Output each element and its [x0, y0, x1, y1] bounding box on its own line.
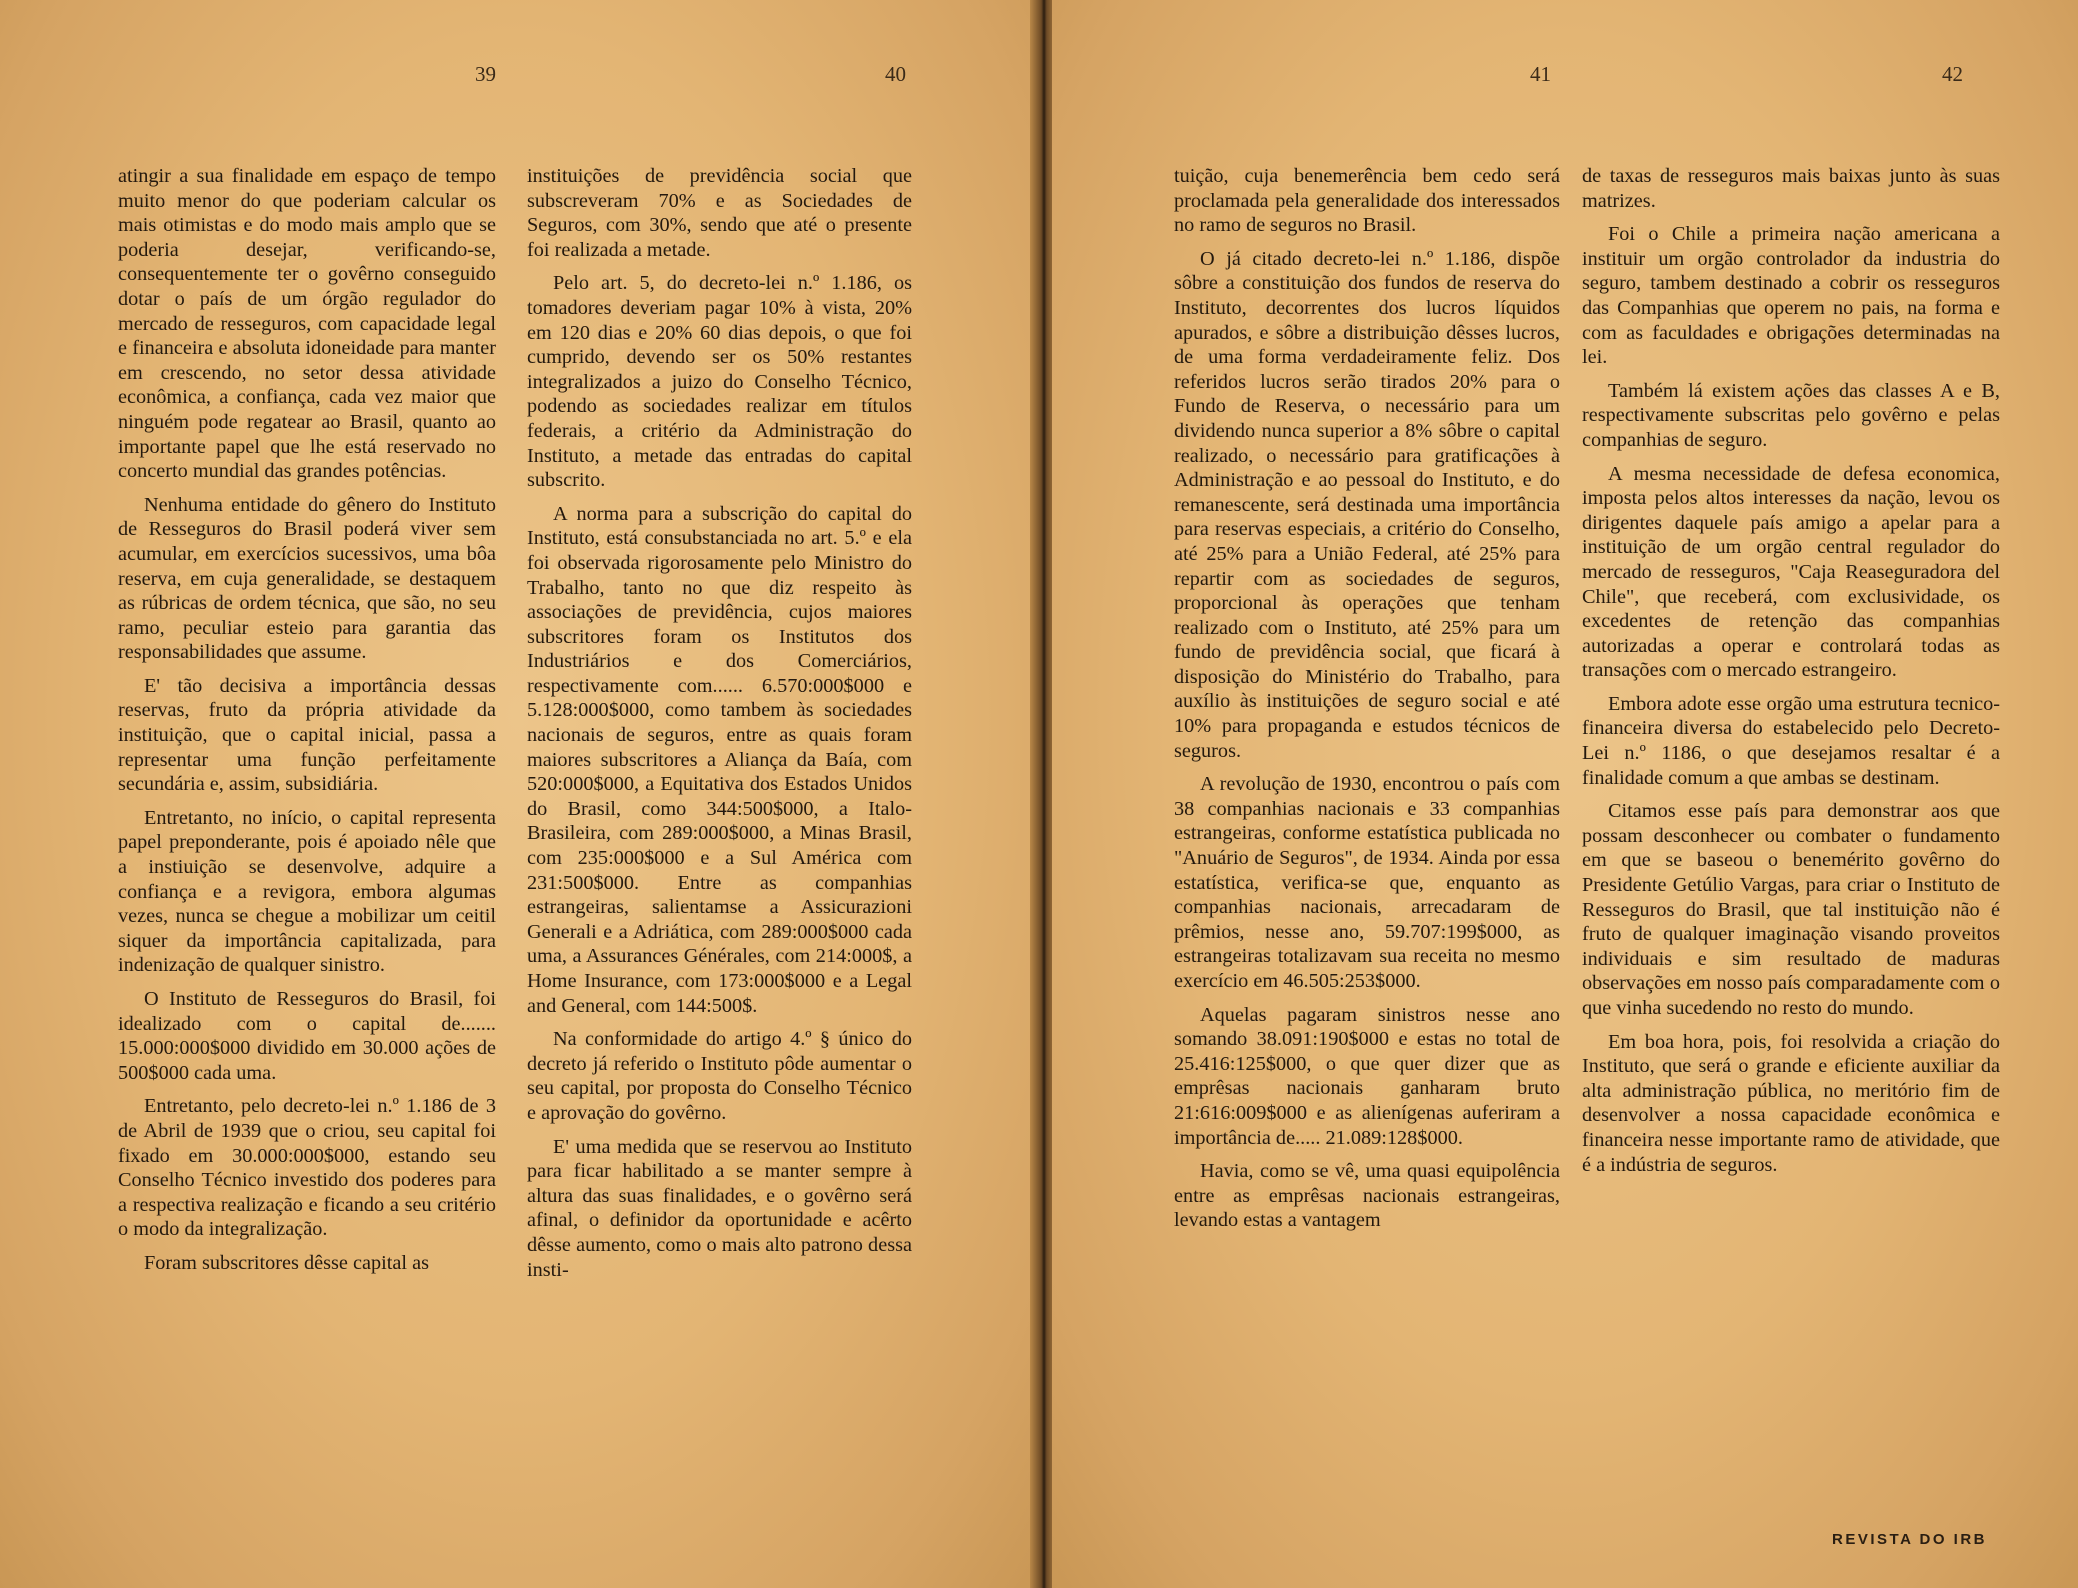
paragraph: Na conformidade do artigo 4.º § único do decreto já referido o Instituto pôde aumentar o seu capital, por proposta do Conselho Técnico e aprovação do govêrno. [527, 1028, 912, 1124]
paragraph: atingir a sua finalidade em espaço de tempo muito menor do que poderiam calcular os mais otimistas e do modo mais amplo que se poderia desejar, verificando-se, consequentemente ter o govêrno conseguido dotar o país de um órgão regulador do mercado de resseguros, com capacidade legal e financeira e absoluta idoneidade para manter em crescendo, no setor dessa atividade econômica, a confiança, cada vez maior que ninguém pode regatear ao Brasil, quanto ao importante papel que lhe está reservado no concerto mundial das grandes potências. [118, 165, 496, 483]
left-page [0, 0, 1036, 1588]
right-page [1052, 0, 2078, 1588]
paragraph: A norma para a subscrição do capital do Instituto, está consubstanciada no art. 5.º e ela foi observada rigorosamente pelo Ministro do Trabalho, tanto no que diz respeito às associações de previdência, cujos maiores subscritores foram os Institutos dos Industriários e dos Comerciários, respectivamente com...... 6.570:000$000 e 5.128:000$000, como tambem às sociedades nacionais de seguros, entre as quais foram maiores subscritores a Aliança da Baía, com 520:000$000, a Equitativa dos Estados Unidos do Brasil, como 344:500$000, a Italo-Brasileira, com 289:000$000, a Minas Brasil, com 235:000$000 e a Sul América com 231:500$000. Entre as companhias estrangeiras, salientamse a Assicurazioni Generali e a Adriática, com 289:000$000 cada uma, a Assurances Générales, com 214:000$, a Home Insurance, com 173:000$000 e a Legal and General, com 144:500$. [527, 502, 912, 1017]
paragraph: Nenhuma entidade do gênero do Instituto de Resseguros do Brasil poderá viver sem acumular, em exercícios sucessivos, uma bôa reserva, em cuja generalidade, se destaquem as rúbricas de ordem técnica, que são, no seu ramo, peculiar esteio para garantia das responsabilidades que assume. [118, 493, 496, 664]
paragraph: Embora adote esse orgão uma estrutura tecnico-financeira diversa do estabelecido pelo Decreto-Lei n.º 1186, o que desejamos resaltar é a finalidade comum a que ambas se destinam. [1582, 692, 2000, 789]
paragraph: de taxas de resseguros mais baixas junto às suas matrizes. [1582, 165, 2000, 212]
journal-footer: REVISTA DO IRB [1832, 1531, 1988, 1548]
page-number-42: 42 [1942, 62, 1963, 86]
paragraph: Havia, como se vê, uma quasi equipolência entre as emprêsas nacionais estrangeiras, levando estas a vantagem [1174, 1160, 1560, 1232]
paragraph: Em boa hora, pois, foi resolvida a criação do Instituto, que será o grande e eficiente auxiliar da alta administração pública, no meritório fim de desenvolver a nossa capacidade econômica e financeira nesse importante ramo de atividade, que é a indústria de seguros. [1582, 1030, 2000, 1176]
paragraph: Foram subscritores dêsse capital as [144, 1251, 429, 1274]
paragraph: A mesma necessidade de defesa economica, imposta pelos altos interesses da nação, levou os dirigentes daquele país amigo a apelar para a instituição de um orgão central regulador do mercado de resseguros, "Caja Reaseguradora del Chile", que receberá, com exclusividade, os excedentes de retenção das companhias autorizadas a operar e controlará todas as transações com o mercado estrangeiro. [1582, 462, 2000, 682]
paragraph: Pelo art. 5, do decreto-lei n.º 1.186, os tomadores deveriam pagar 10% à vista, 20% em 120 dias e 20% 60 dias depois, o que foi cumprido, devendo ser os 50% restantes integralizados a juizo do Conselho Técnico, podendo as sociedades realizar em títulos federais, a critério da Administração do Instituto, a metade das entradas do capital subscrito. [527, 272, 912, 492]
paragraph: E' uma medida que se reservou ao Instituto para ficar habilitado a se manter sempre à altura das suas finalidades, e o govêrno será afinal, o definidor da oportunidade e acêrto dêsse aumento, como o mais alto patrono dessa insti- [527, 1135, 912, 1281]
paragraph: E' tão decisiva a importância dessas reservas, fruto da própria atividade da instituição, que o capital inicial, passa a representar uma função perfeitamente secundária e, assim, subsidiária. [118, 674, 496, 796]
column-page-40 [527, 164, 912, 1291]
paragraph: Também lá existem ações das classes A e B, respectivamente subscritas pelo govêrno e pelas companhias de seguro. [1582, 379, 2000, 451]
paragraph: instituições de previdência social que subscreveram 70% e as Sociedades de Seguros, com 30%, sendo que até o presente foi realizada a metade. [527, 165, 912, 261]
column-page-42 [1582, 164, 2000, 1186]
page-number-41: 41 [1530, 62, 1551, 86]
paragraph: Aquelas pagaram sinistros nesse ano somando 38.091:190$000 e estas no total de 25.416:125$000, o que quer dizer que as emprêsas nacionais ganharam bruto 21:616:009$000 e as alienígenas auferiram a importância de..... 21.089:128$000. [1174, 1003, 1560, 1149]
column-page-41 [1174, 164, 1560, 1242]
page-number-40: 40 [885, 62, 906, 86]
paragraph: tuição, cuja benemerência bem cedo será proclamada pela generalidade dos interessados no ramo de seguros no Brasil. [1174, 165, 1560, 237]
paragraph: Citamos esse país para demonstrar aos que possam desconhecer ou combater o fundamento em que se baseou o benemérito govêrno do Presidente Getúlio Vargas, para criar o Instituto de Resseguros do Brasil, que tal instituição não é fruto de qualquer imaginação visando proveitos individuais e sim resultado de maduras observações em nosso país comparadamente com o que vinha sucedendo no resto do mundo. [1582, 800, 2000, 1019]
paragraph: Entretanto, no início, o capital representa papel preponderante, pois é apoiado nêle que a instiuição se desenvolve, adquire a confiança e a revigora, embora algumas vezes, nunca se chegue a mobilizar um ceitil siquer da importância capitalizada, para indenização de qualquer sinistro. [118, 806, 496, 977]
page-number-39: 39 [475, 62, 496, 86]
paragraph: Entretanto, pelo decreto-lei n.º 1.186 de 3 de Abril de 1939 que o criou, seu capital foi fixado em 30.000:000$000, estando seu Conselho Técnico investido dos poderes para a respectiva realização e ficando a seu critério o modo da integralização. [118, 1095, 496, 1241]
paragraph: O Instituto de Resseguros do Brasil, foi idealizado com o capital de....... 15.000:000$000 dividido em 30.000 ações de 500$000 cada uma. [118, 988, 496, 1084]
paragraph: Foi o Chile a primeira nação americana a instituir um orgão controlador da industria do seguro, tambem destinado a cobrir os resseguros das Companhias que operem no pais, na forma e com as faculdades e obrigações determinadas na lei. [1582, 223, 2000, 369]
paragraph: O já citado decreto-lei n.º 1.186, dispõe sôbre a constituição dos fundos de reserva do Instituto, decorrentes dos lucros líquidos apurados, e sôbre a distribuição dêsses lucros, de uma forma verdadeiramente feliz. Dos referidos lucros serão tirados 20% para o Fundo de Reserva, o necessário para um dividendo nunca superior a 8% sôbre o capital realizado, o necessário para gratificações à Administração e ao pessoal do Instituto, e do remanescente, será destinada uma importância para reservas especiais, a critério do Conselho, até 25% para a União Federal, até 25% para repartir com as sociedades de seguros, proporcional às operações que tenham realizado com o Instituto, até 25% para um fundo de previdência social, que ficará à disposição do Ministério do Trabalho, para auxílio às instituições de seguro social e até 10% para propaganda e estudos técnicos de seguros. [1174, 247, 1560, 762]
paragraph: A revolução de 1930, encontrou o país com 38 companhias nacionais e 33 companhias estrangeiras, conforme estatística publicada no "Anuário de Seguros", de 1934. Ainda por essa estatística, verifica-se que, enquanto as companhias nacionais, arrecadaram de prêmios, nesse ano, 59.707:199$000, as estrangeiras totalizavam sua receita no mesmo exercício em 46.505:253$000. [1174, 773, 1560, 992]
column-page-39 [118, 164, 496, 1285]
